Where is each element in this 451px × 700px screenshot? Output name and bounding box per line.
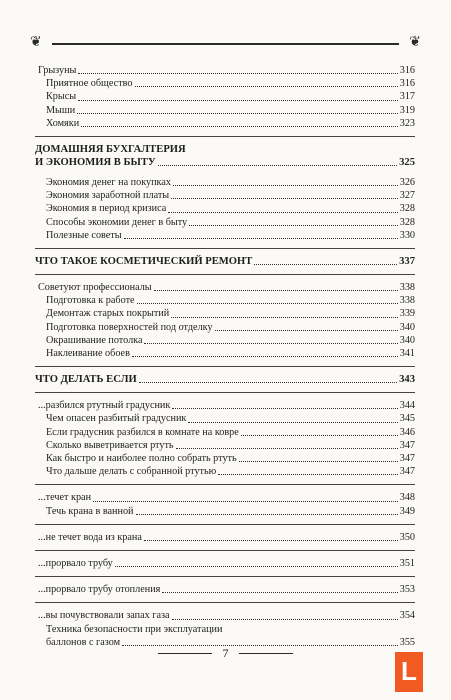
toc-entry[interactable]: Подготовка поверхностей под отделку 340	[46, 321, 415, 333]
toc-entry[interactable]: Мыши 319	[46, 104, 415, 116]
table-of-contents	[35, 64, 415, 649]
toc-entry[interactable]: Течь крана в ванной 349	[46, 505, 415, 517]
page-footer	[158, 647, 293, 661]
section-divider	[35, 550, 415, 551]
ornament-left-icon: ❦	[30, 35, 42, 50]
toc-entry[interactable]: Экономия денег на покупках 326	[46, 177, 415, 189]
toc-entry[interactable]: Как быстро и наиболее полно собрать ртуть 347	[46, 453, 415, 465]
toc-entry[interactable]: Наклеивание обоев 341	[46, 348, 415, 360]
toc-entry[interactable]: ...разбился ртутный градусник 344	[38, 400, 415, 412]
ornament-right-icon: ❦	[409, 35, 421, 50]
section-divider	[35, 524, 415, 525]
toc-entry[interactable]: Способы экономии денег в быту 328	[46, 216, 415, 228]
section-divider	[35, 484, 415, 485]
labirint-logo-icon	[395, 652, 423, 692]
top-ornament	[30, 37, 421, 51]
toc-entry[interactable]: Экономия заработной платы 327	[46, 190, 415, 202]
toc-entry[interactable]: Советуют профессионалы 338	[38, 282, 415, 294]
toc-entry[interactable]: Грызуны 316	[38, 65, 415, 76]
toc-entry[interactable]: Полезные советы 330	[46, 229, 415, 241]
section-divider	[35, 274, 415, 275]
toc-entry[interactable]: Крысы 317	[46, 91, 415, 103]
toc-entry[interactable]: Приятное общество 316	[46, 78, 415, 90]
section-divider	[35, 366, 415, 367]
toc-entry[interactable]: Хомяки 323	[46, 117, 415, 129]
toc-entry[interactable]: Демонтаж старых покрытий 339	[46, 308, 415, 320]
toc-entry[interactable]: ...вы почувствовали запах газа 354	[38, 610, 415, 622]
ornament-line	[52, 43, 399, 45]
section-heading[interactable]: ЧТО ТАКОЕ КОСМЕТИЧЕСКИЙ РЕМОНТ 337	[35, 256, 415, 268]
toc-entry[interactable]: Если градусник разбился в комнате на ковре 346	[46, 426, 415, 438]
section-divider	[35, 576, 415, 577]
toc-entry[interactable]: ...не течет вода из крана 350	[38, 531, 415, 543]
toc-entry[interactable]: ...прорвало трубу 351	[38, 558, 415, 570]
section-heading[interactable]: ДОМАШНЯЯ БУХГАЛТЕРИЯ И ЭКОНОМИЯ В БЫТУ 325	[35, 144, 415, 169]
section-divider	[35, 248, 415, 249]
toc-entry[interactable]: ...течет кран 348	[38, 492, 415, 504]
page-number: 7	[222, 646, 229, 660]
section-heading[interactable]: ЧТО ДЕЛАТЬ ЕСЛИ 343	[35, 374, 415, 386]
toc-entry[interactable]: ...прорвало трубу отопления 353	[38, 584, 415, 596]
logo-letter: L	[401, 656, 417, 686]
footer-line-right	[239, 653, 293, 654]
section-divider	[35, 392, 415, 393]
footer-line-left	[158, 653, 212, 654]
section-divider	[35, 602, 415, 603]
toc-entry[interactable]: Что дальше делать с собранной ртутью 347	[46, 466, 415, 478]
section-divider	[35, 136, 415, 137]
toc-entry[interactable]: Техника безопасности при эксплуатации баллонов с газом 355	[46, 623, 415, 648]
toc-entry[interactable]: Экономия в период кризиса 328	[46, 203, 415, 215]
toc-entry[interactable]: Окрашивание потолка 340	[46, 334, 415, 346]
toc-entry[interactable]: Сколько выветривается ртуть 347	[46, 439, 415, 451]
toc-entry[interactable]: Чем опасен разбитый градусник 345	[46, 413, 415, 425]
toc-entry[interactable]: Подготовка к работе 338	[46, 295, 415, 307]
